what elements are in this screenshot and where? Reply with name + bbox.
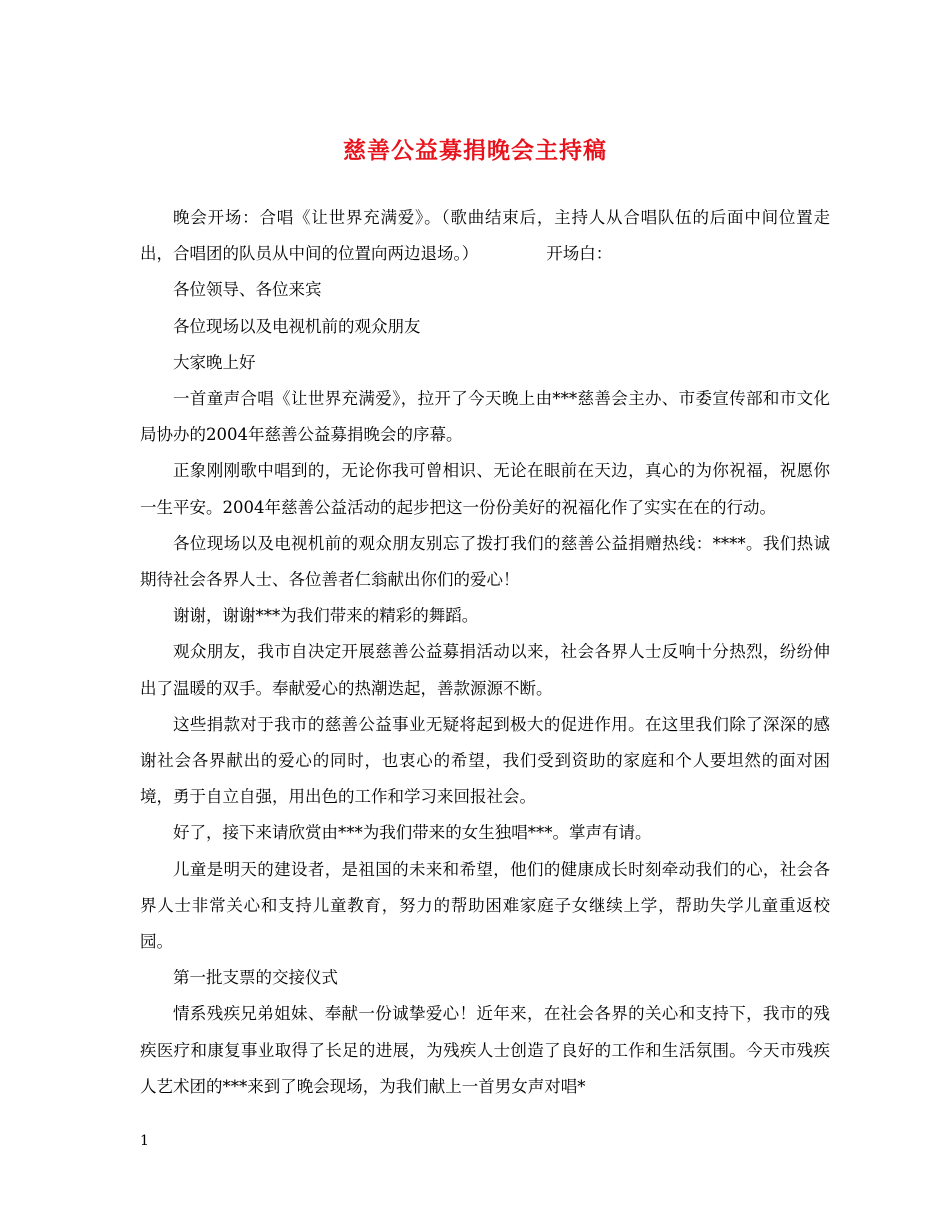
paragraph: 大家晚上好	[173, 352, 256, 372]
paragraph-opening	[140, 200, 830, 272]
paragraph: 各位现场以及电视机前的观众朋友别忘了拨打我们的慈善公益捐赠热线：****。我们热诚期待社会各界人士、各位善者仁翁献出你们的爱心！	[140, 533, 830, 590]
paragraph: 第一批支票的交接仪式	[173, 968, 338, 988]
paragraph: 正象刚刚歌中唱到的，无论你我可曾相识、无论在眼前在天边，真心的为你祝福，祝愿你一生平安。2004年慈善公益活动的起步把这一份份美好的祝福化作了实实在在的行动。	[140, 461, 830, 517]
paragraph: 各位现场以及电视机前的观众朋友	[173, 316, 421, 336]
paragraph: 这些捐款对于我市的慈善公益事业无疑将起到极大的促进作用。在这里我们除了深深的感谢社会各界献出的爱心的同时，也衷心的希望，我们受到资助的家庭和个人要坦然的面对困境，勇于自立自强，用出色的工作和学习来回报社会。	[140, 714, 830, 807]
paragraph: 一首童声合唱《让世界充满爱》，拉开了今天晚上由***慈善会主办、市委宣传部和市文化局协办的2004年慈善公益募捐晚会的序幕。	[140, 389, 830, 445]
opening-remark-label: 开场白：	[546, 244, 613, 264]
paragraph: 各位领导、各位来宾	[173, 280, 322, 300]
paragraph: 观众朋友，我市自决定开展慈善公益募捐活动以来，社会各界人士反响十分热烈，纷纷伸出了温暖的双手。奉献爱心的热潮迭起，善款源源不断。	[140, 642, 830, 698]
paragraph-opening-text: 晚会开场：合唱《让世界充满爱》。（歌曲结束后，主持人从合唱队伍的后面中间位置走出，合唱团的队员从中间的位置向两边退场。）	[140, 208, 830, 264]
document-title: 慈善公益募捐晚会主持稿	[343, 137, 607, 164]
document-body	[140, 200, 830, 1105]
paragraph: 谢谢，谢谢***为我们带来的精彩的舞蹈。	[173, 606, 479, 626]
paragraph: 好了，接下来请欣赏由***为我们带来的女生独唱***。掌声有请。	[173, 823, 652, 843]
paragraph: 情系残疾兄弟姐妹、奉献一份诚挚爱心！近年来，在社会各界的关心和支持下，我市的残疾医疗和康复事业取得了长足的进展，为残疾人士创造了良好的工作和生活氛围。今天市残疾人艺术团的***来到了晚会现场，为我们献上一首男女声对唱*	[140, 1004, 830, 1096]
page-number: 1	[140, 1133, 149, 1149]
paragraph: 儿童是明天的建设者，是祖国的未来和希望，他们的健康成长时刻牵动我们的心，社会各界人士非常关心和支持儿童教育，努力的帮助困难家庭子女继续上学，帮助失学儿童重返校园。	[140, 859, 830, 952]
